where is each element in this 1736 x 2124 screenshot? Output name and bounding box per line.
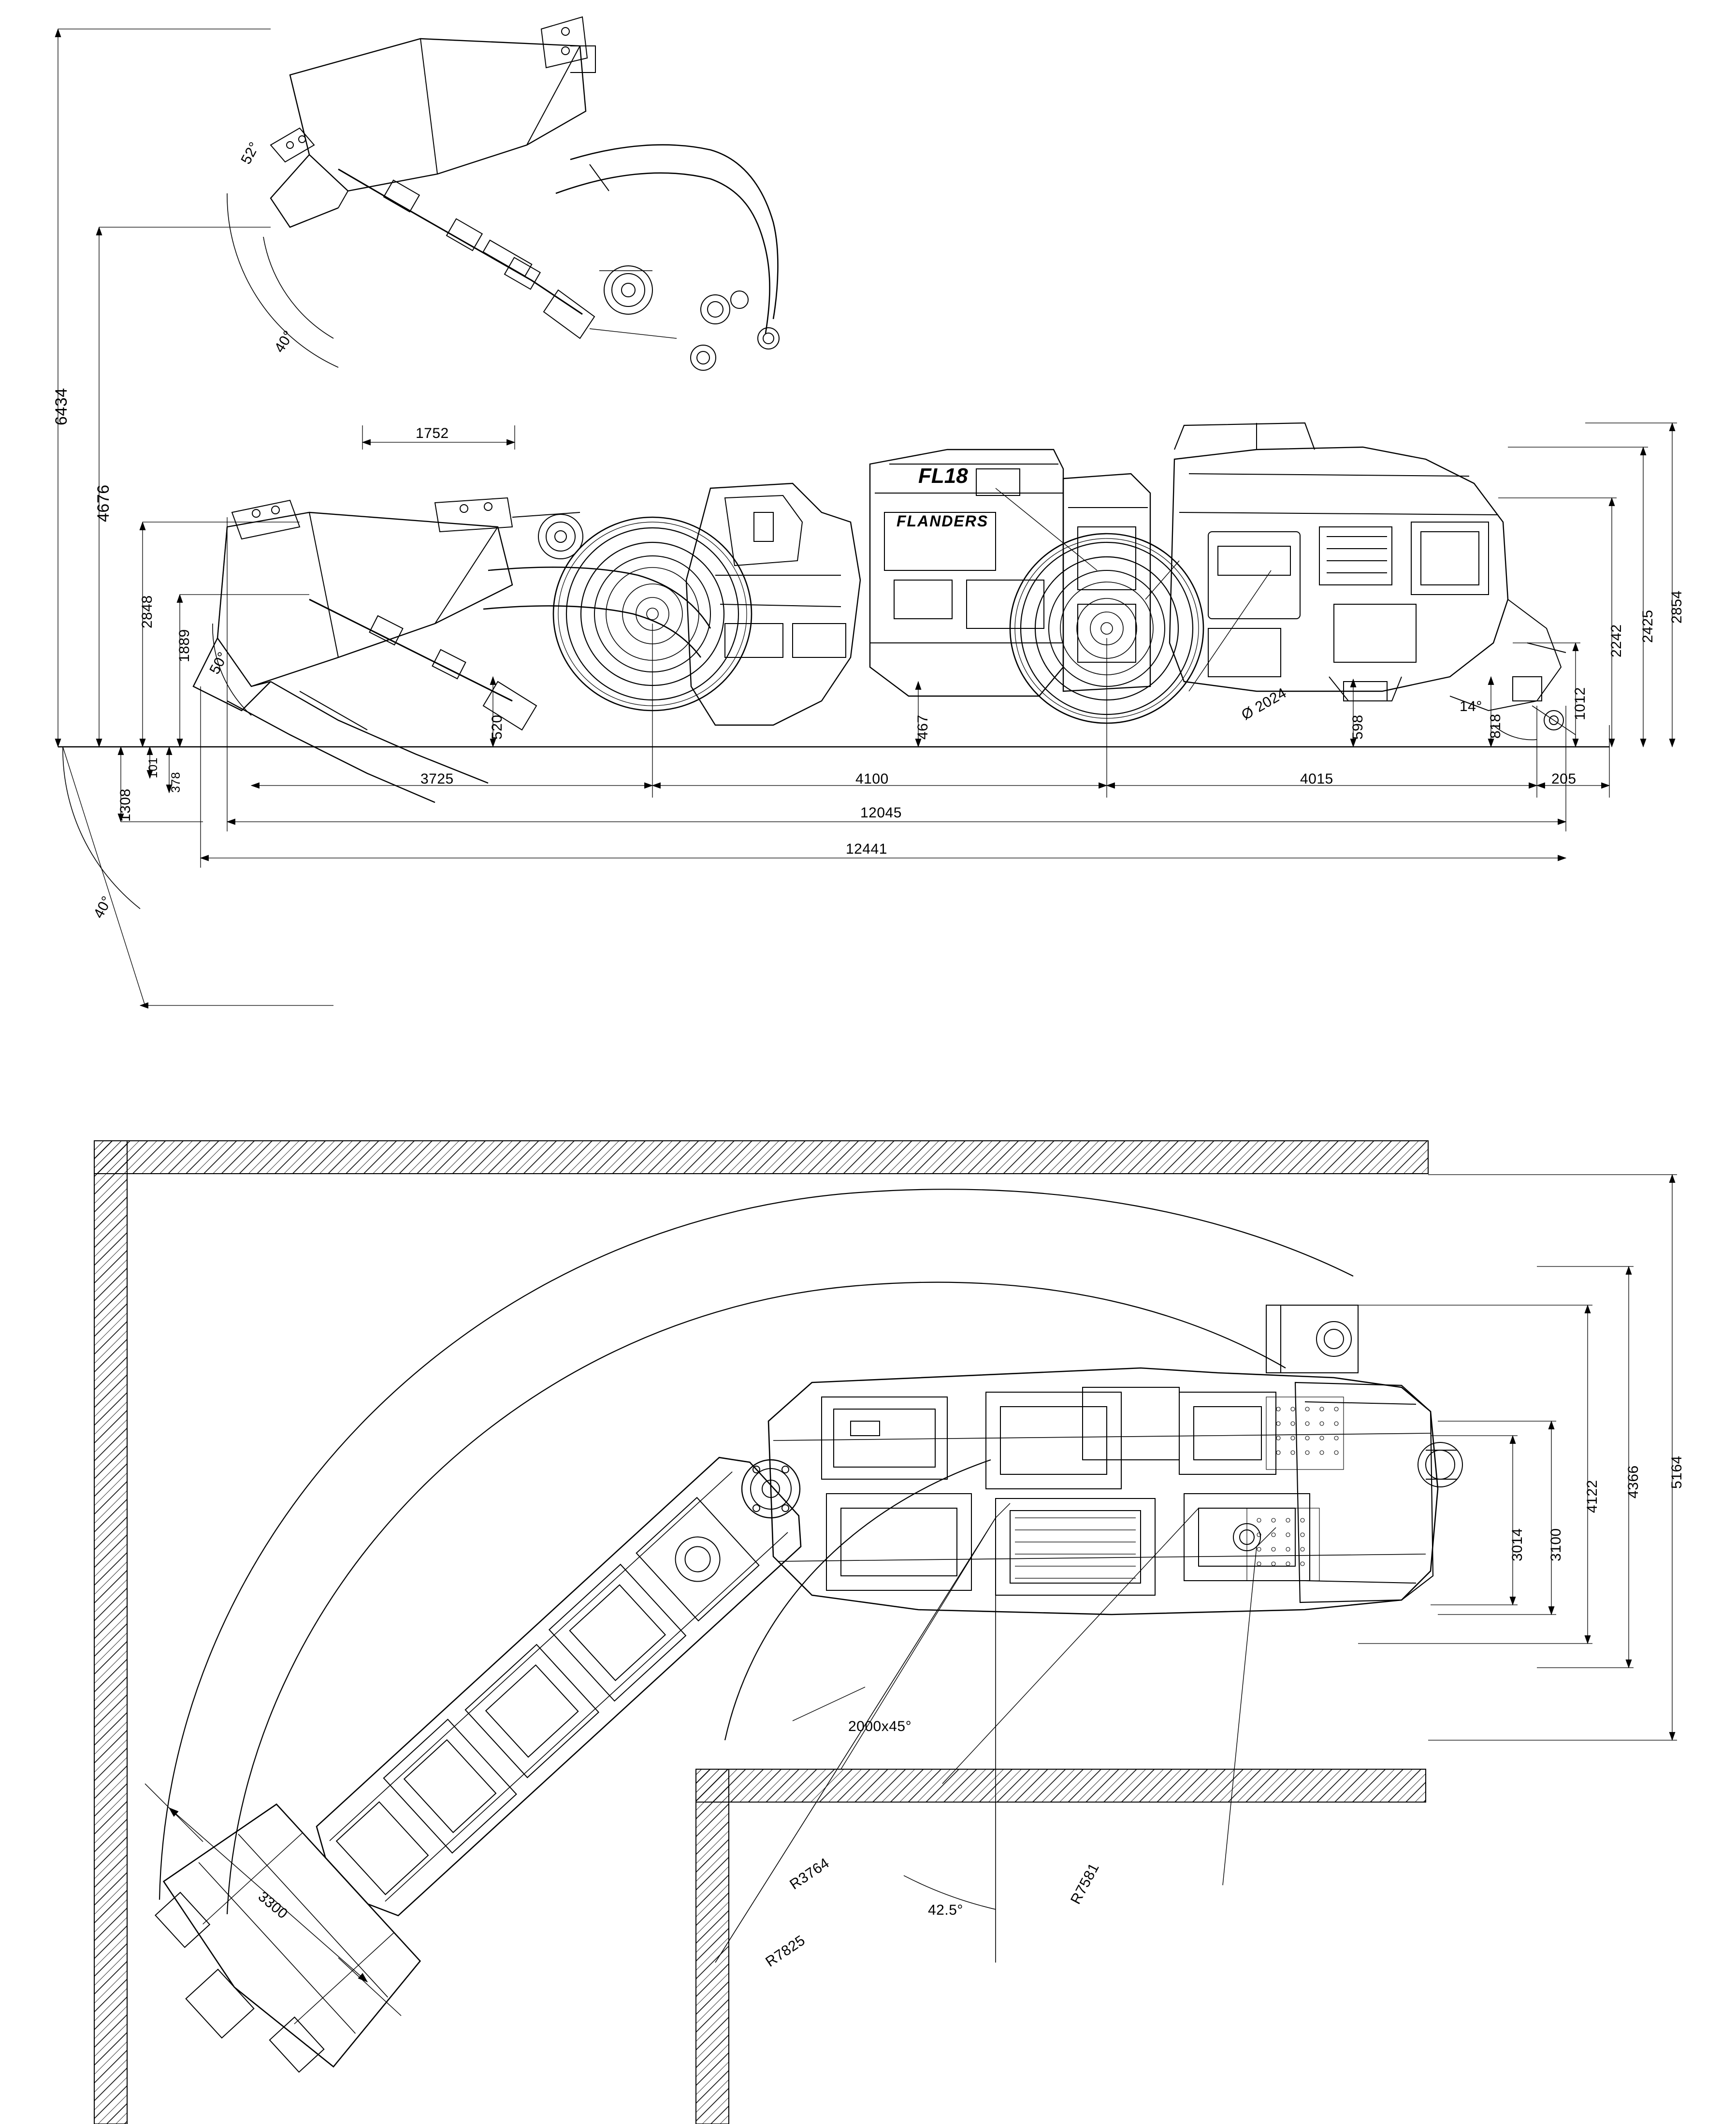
- dim-bucket-depth: 1308: [117, 788, 133, 822]
- dim-rear-body-length: 4015: [1300, 771, 1333, 787]
- dim-machine-width-inner: 3014: [1509, 1528, 1525, 1561]
- bucket-raised: [271, 17, 595, 227]
- dim-tunnel-clear-width: 4366: [1625, 1465, 1641, 1498]
- dim-ground-clearance-front: 378: [169, 771, 183, 793]
- dim-rollback-low: 520: [489, 714, 505, 740]
- dim-canopy-height: 2425: [1640, 610, 1656, 643]
- side-dimension-lines: [58, 29, 1677, 1005]
- dim-cabin-height: 2242: [1608, 624, 1624, 657]
- angle-dump-low: 50°: [206, 649, 231, 677]
- turning-arcs: [159, 1189, 1353, 1914]
- dim-overall-length: 12441: [846, 841, 887, 857]
- dim-hinge-pin-height: 2848: [139, 595, 155, 628]
- radius-inner-turning: R3764: [787, 1855, 833, 1893]
- lift-arm-raised: [556, 145, 779, 370]
- dim-rear-ground-clearance: 467: [915, 714, 931, 740]
- bucket-lowered: [193, 498, 512, 802]
- plan-front-frame: [117, 1398, 861, 2109]
- angle-rollback-ground: 40°: [90, 893, 116, 921]
- dim-overall-height-raised: 6434: [52, 388, 71, 425]
- note-corner-cut: 2000x45°: [848, 1718, 912, 1734]
- dim-ground-clearance-small: 101: [146, 757, 160, 778]
- plan-machine-body: [742, 1305, 1462, 1615]
- angle-articulation: 42.5°: [928, 1902, 963, 1918]
- dim-outer-clearance-width: 5164: [1669, 1455, 1685, 1489]
- dim-rear-departure-height: 1012: [1572, 687, 1588, 720]
- dim-overall-machine-height: 2854: [1669, 590, 1685, 624]
- radius-outer-turning-bucket: R7825: [763, 1932, 809, 1970]
- dim-rear-overhang: 205: [1551, 771, 1577, 787]
- dim-rear-step-height: 818: [1488, 713, 1504, 739]
- operator-canopy: [1174, 423, 1315, 450]
- tilt-cylinder-raised: [338, 169, 594, 338]
- angle-dump-top: 52°: [238, 139, 263, 167]
- dim-front-overhang: 3725: [420, 771, 454, 787]
- dim-axle-clearance: 598: [1350, 714, 1366, 740]
- dim-bucket-reach-top: 1752: [416, 425, 449, 441]
- articulation-angle: [715, 1518, 996, 1963]
- dim-wheelbase: 4100: [855, 771, 889, 787]
- angle-rollback-top: 40°: [271, 328, 297, 356]
- plan-view-geometry: [94, 1141, 1677, 2124]
- machine-model-label: FL18: [918, 464, 968, 488]
- dim-length-to-rear: 12045: [860, 805, 902, 821]
- dim-machine-width-over-tyres: 3100: [1548, 1528, 1564, 1561]
- tunnel-walls: [94, 1141, 1428, 2124]
- dim-dump-height-clearance: 4676: [94, 484, 113, 522]
- brand-logo-label: FLANDERS: [897, 512, 989, 530]
- plan-dimension-lines: [1358, 1175, 1677, 1740]
- note-bucket-width: 3300: [255, 1888, 291, 1922]
- note-tyre-diameter: Ø 2024: [1239, 684, 1289, 724]
- dim-carry-height: 1889: [176, 629, 192, 662]
- machine-body: [553, 447, 1566, 730]
- lift-arm-lowered: [309, 512, 710, 730]
- radius-outer-turning-body: R7581: [1068, 1860, 1102, 1907]
- dim-bucket-width: 4122: [1584, 1480, 1600, 1513]
- angle-departure: 14°: [1460, 698, 1482, 714]
